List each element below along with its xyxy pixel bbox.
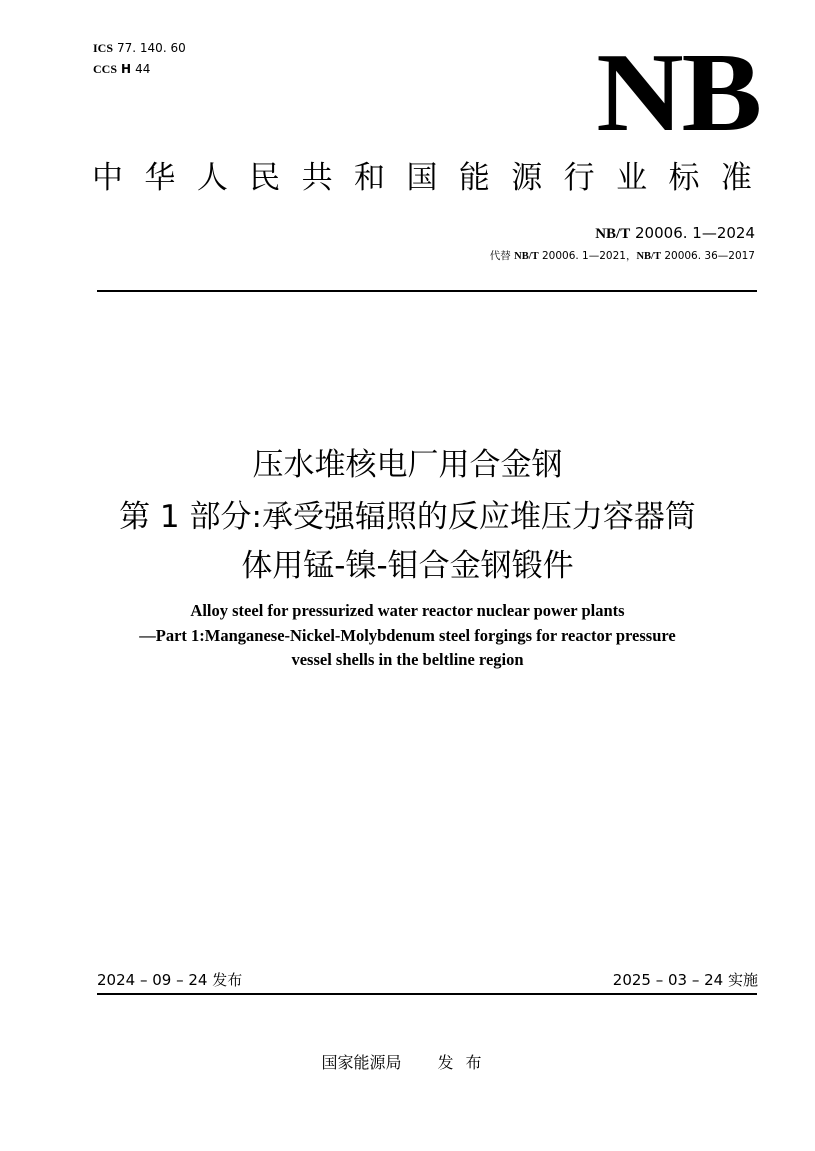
ics-label: ICS: [93, 41, 114, 55]
industry-char: 共: [301, 160, 333, 196]
header-divider: [97, 290, 757, 292]
ccs-letter: H: [121, 62, 132, 76]
industry-char: 准: [720, 160, 752, 196]
industry-char: 中: [92, 160, 123, 196]
industry-char: 和: [354, 160, 386, 196]
replaces-line: [490, 249, 755, 264]
publisher: [0, 1052, 815, 1074]
footer-divider: [97, 993, 757, 995]
replaces-number-1: 20006. 1—2021，: [541, 250, 637, 262]
industry-char: 源: [511, 160, 543, 196]
title-cn-line-2: 第 1 部分:承受强辐照的反应堆压力容器筒: [119, 499, 696, 535]
ccs-label: CCS: [93, 62, 118, 76]
standard-number-value: 20006. 1—2024: [635, 224, 755, 242]
ics-value: 77. 140. 60: [117, 41, 186, 55]
replaces-number-2: 20006. 36—2017: [664, 250, 755, 262]
issue-date: 2024 – 09 – 24 发布: [97, 971, 243, 989]
standard-prefix: NB/T: [595, 226, 631, 242]
publisher-name: 国家能源局: [321, 1053, 402, 1072]
industry-char: 人: [196, 160, 228, 196]
replaces-prefix-1: NB/T: [514, 251, 539, 262]
industry-standard-title: [92, 158, 752, 198]
effective-date: 2025 – 03 – 24 实施: [612, 971, 758, 989]
industry-char: 华: [144, 160, 176, 196]
title-cn-line-3: 体用锰-镍-钼合金钢锻件: [241, 548, 574, 584]
ccs-number: 44: [135, 62, 151, 76]
industry-char: 能: [458, 160, 490, 196]
industry-char: 民: [249, 160, 281, 196]
industry-char: 行: [563, 160, 595, 196]
industry-char: 国: [406, 160, 438, 196]
ics-code: [93, 41, 186, 55]
ccs-code: [93, 62, 150, 76]
title-en-line-2: —Part 1:Manganese-Nickel-Molybdenum steel forgings for reactor pressure: [139, 626, 676, 645]
title-cn-line-1: 压水堆核电厂用合金钢: [252, 447, 563, 483]
title-en-line-3: vessel shells in the beltline region: [291, 650, 524, 669]
replaces-prefix-2: NB/T: [636, 251, 661, 262]
replaces-label: 代替: [489, 250, 511, 262]
standard-number: [595, 224, 755, 243]
nb-logo: NB: [596, 31, 760, 155]
industry-char: 标: [668, 160, 700, 196]
publisher-action: 发布: [437, 1053, 494, 1072]
industry-char: 业: [616, 160, 648, 196]
title-en-line-1: Alloy steel for pressurized water reactor nuclear power plants: [190, 601, 625, 620]
